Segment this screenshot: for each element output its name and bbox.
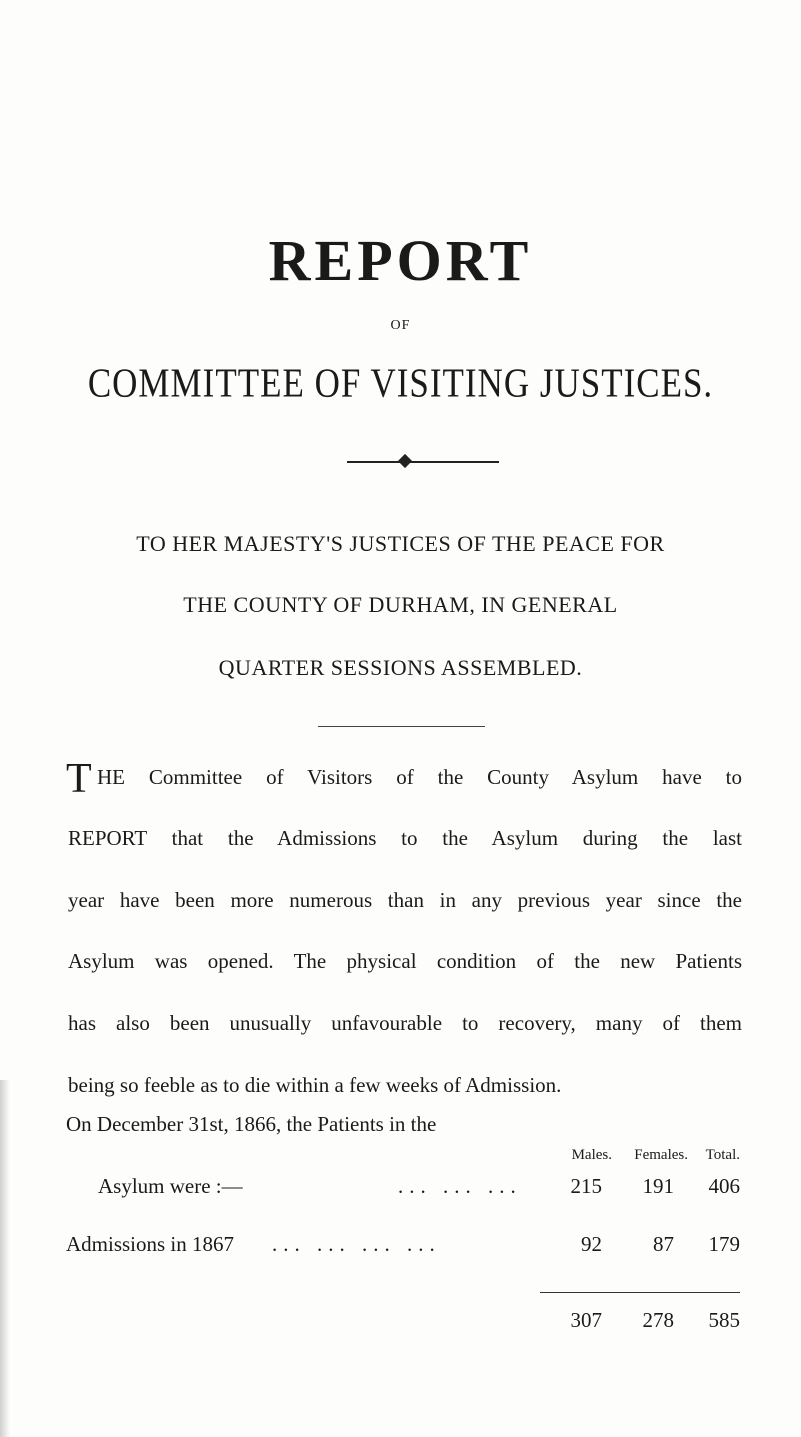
- paragraph-line-2: REPORT that the Admissions to the Asylum during the last: [68, 826, 742, 850]
- ornament-rule: [347, 461, 499, 463]
- cell-females-asylum: 191: [642, 1174, 674, 1198]
- paragraph-line-4: Asylum was opened. The physical condition of the new Patients: [68, 949, 742, 973]
- page-edge-shadow: [0, 1080, 10, 1437]
- header-males: Males.: [571, 1147, 612, 1163]
- row-dots-admissions: ... ... ... ...: [272, 1232, 441, 1256]
- diamond-ornament-icon: [398, 454, 412, 468]
- report-title: REPORT: [268, 228, 533, 293]
- paragraph-line-5: has also been unusually unfavourable to recovery, many of them: [68, 1011, 742, 1035]
- committee-heading: COMMITTEE OF VISITING JUSTICES.: [87, 360, 714, 407]
- sum-rule: [540, 1292, 740, 1293]
- cell-females-admissions: 87: [653, 1232, 674, 1256]
- total-females: 278: [642, 1308, 674, 1332]
- cell-total-admissions: 179: [708, 1232, 740, 1256]
- drop-cap: T: [66, 756, 92, 802]
- paragraph-line-6: being so feeble as to die within a few weeks of Admission.: [68, 1073, 562, 1097]
- title-of: OF: [390, 318, 411, 333]
- row-dots-asylum: ... ... ...: [398, 1174, 522, 1198]
- row-label-asylum: Asylum were :—: [98, 1174, 243, 1198]
- section-divider: [318, 726, 485, 727]
- header-total: Total.: [705, 1147, 740, 1163]
- cell-total-asylum: 406: [708, 1174, 740, 1198]
- total-males: 307: [570, 1308, 602, 1332]
- header-females: Females.: [634, 1147, 688, 1163]
- paragraph-line-1: HE Committee of Visitors of the County Asylum have to: [97, 765, 742, 789]
- address-line-2: THE COUNTY OF DURHAM, IN GENERAL: [183, 592, 618, 617]
- cell-males-asylum: 215: [570, 1174, 602, 1198]
- table-intro: On December 31st, 1866, the Patients in the: [66, 1112, 437, 1136]
- total-total: 585: [708, 1308, 740, 1332]
- address-line-1: TO HER MAJESTY'S JUSTICES OF THE PEACE FOR: [136, 531, 665, 556]
- address-line-3: QUARTER SESSIONS ASSEMBLED.: [218, 655, 583, 680]
- row-label-admissions: Admissions in 1867: [66, 1232, 235, 1256]
- paragraph-line-3: year have been more numerous than in any previous year since the: [68, 888, 742, 912]
- cell-males-admissions: 92: [581, 1232, 602, 1256]
